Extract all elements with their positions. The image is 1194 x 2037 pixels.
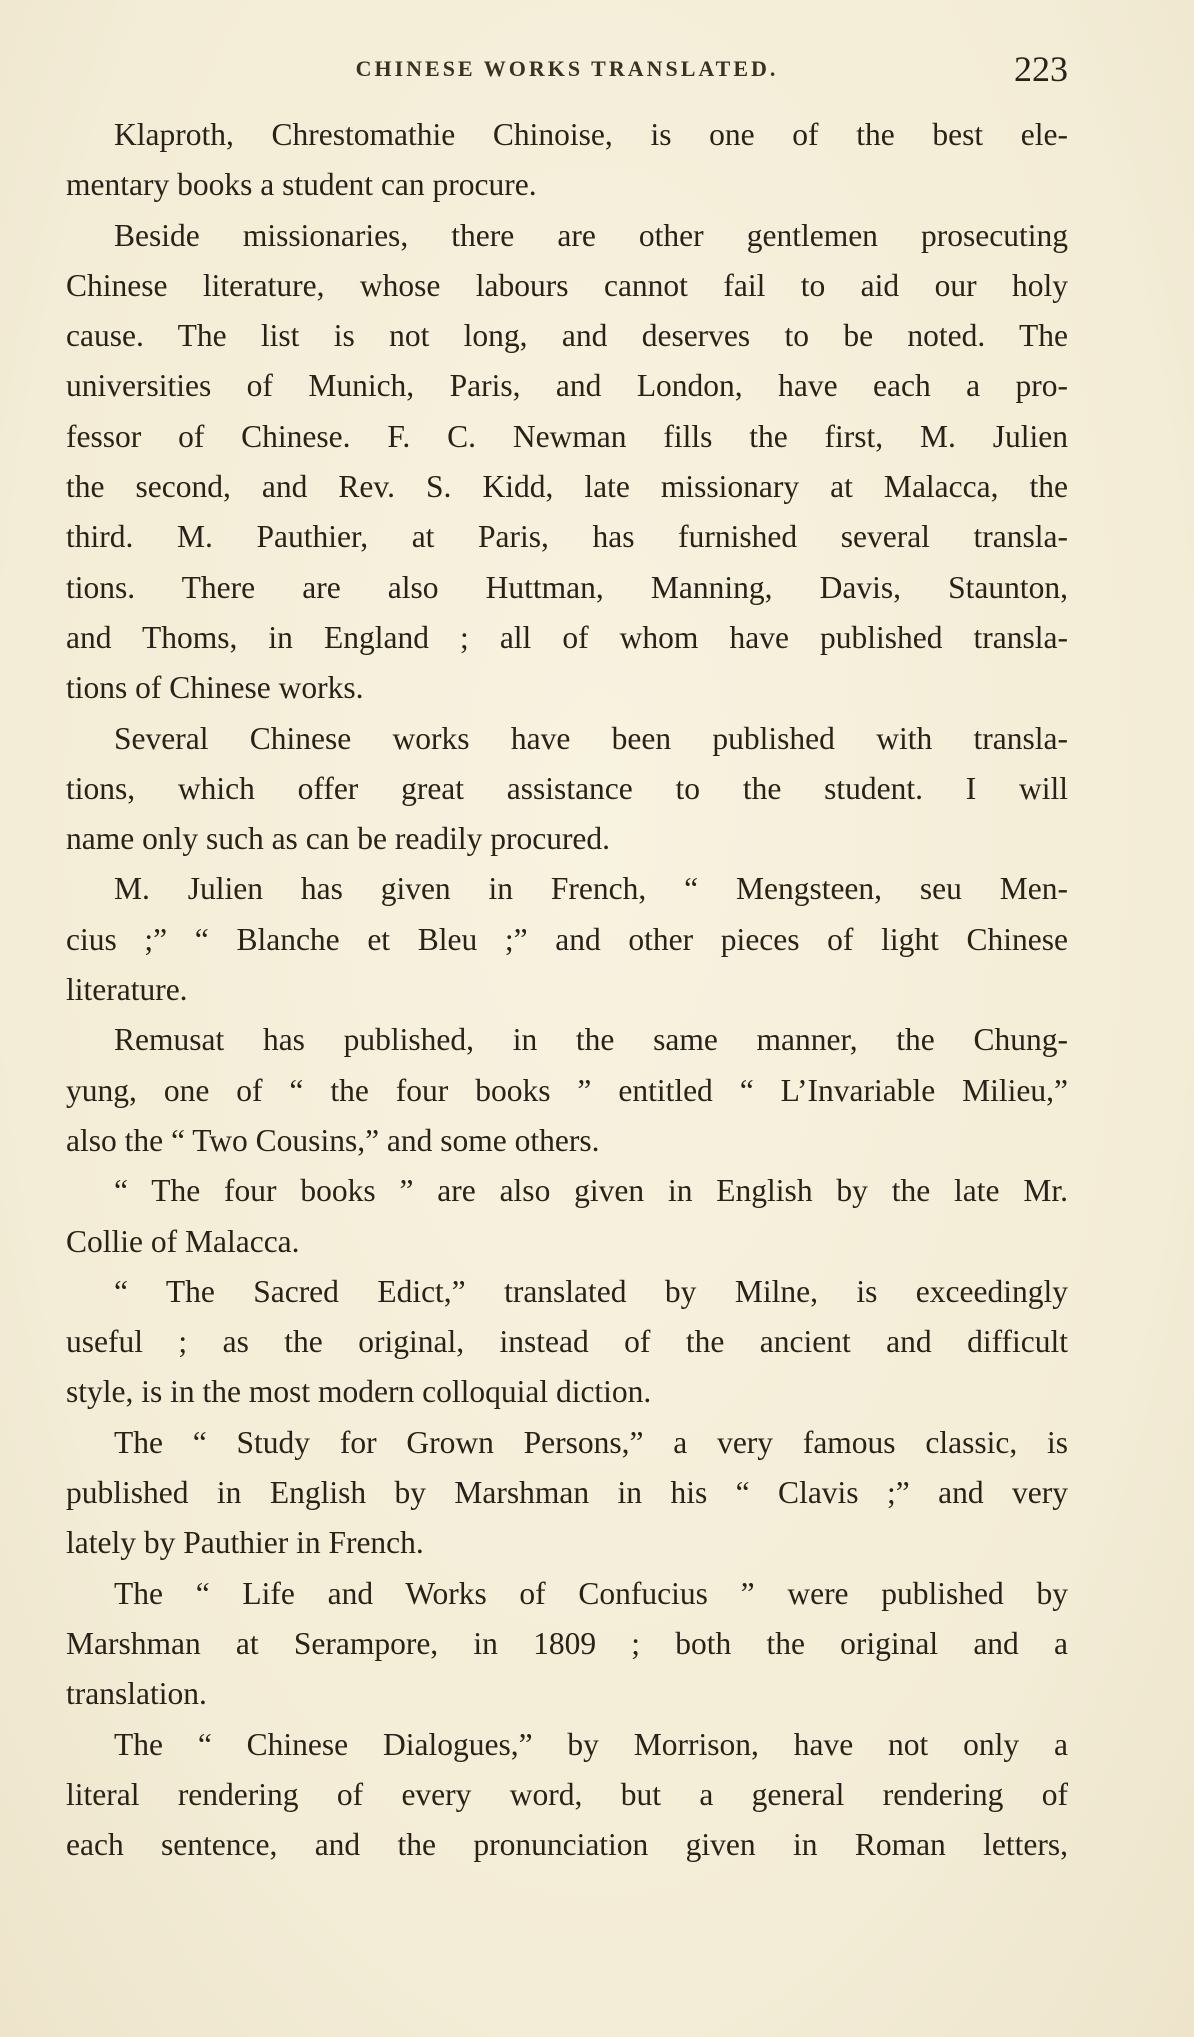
text-line: Several Chinese works have been published with transla- [114, 720, 1068, 756]
text-line: The “ Chinese Dialogues,” by Morrison, have not only a [114, 1726, 1068, 1762]
text-line: “ The Sacred Edict,” translated by Milne, is exceedingly [114, 1273, 1068, 1309]
text-line: cius ;” “ Blanche et Bleu ;” and other pieces of light Chinese [66, 921, 1068, 957]
text-line: literature. [66, 972, 188, 1008]
text-line: tions of Chinese works. [66, 670, 364, 706]
text-line: each sentence, and the pronunciation given in Roman letters, [66, 1827, 1068, 1863]
text-line: published in English by Marshman in his “ Clavis ;” and very [66, 1475, 1068, 1511]
text-line: useful ; as the original, instead of the ancient and difficult [66, 1324, 1068, 1360]
text-line: Beside missionaries, there are other gentlemen prosecuting [114, 217, 1068, 253]
text-line: name only such as can be readily procured. [66, 821, 611, 857]
text-line: also the “ Two Cousins,” and some others. [66, 1122, 600, 1158]
text-line: lately by Pauthier in French. [66, 1525, 424, 1561]
text-line: universities of Munich, Paris, and London, have each a pro- [66, 368, 1068, 404]
text-line: tions, which offer great assistance to the student. I will [66, 770, 1068, 806]
text-line: “ The four books ” are also given in English by the late Mr. [114, 1173, 1068, 1209]
text-line: Marshman at Serampore, in 1809 ; both the original and a [66, 1625, 1068, 1661]
body-text [66, 110, 1068, 1870]
text-line: M. Julien has given in French, “ Mengsteen, seu Men- [114, 871, 1068, 907]
text-line: translation. [66, 1676, 207, 1712]
text-line: fessor of Chinese. F. C. Newman fills the first, M. Julien [66, 418, 1068, 454]
text-line: Klaproth, Chrestomathie Chinoise, is one of the best ele- [114, 117, 1068, 152]
text-line: yung, one of “ the four books ” entitled “ L’Invariable Milieu,” [66, 1072, 1068, 1108]
text-line: cause. The list is not long, and deserves to be noted. The [66, 318, 1068, 354]
text-line: and Thoms, in England ; all of whom have published transla- [66, 619, 1068, 655]
text-line: style, is in the most modern colloquial diction. [66, 1374, 652, 1410]
running-title: CHINESE WORKS TRANSLATED. [355, 56, 779, 81]
running-head [66, 48, 1068, 92]
text-line: tions. There are also Huttman, Manning, Davis, Staunton, [66, 569, 1068, 605]
text-line: the second, and Rev. S. Kidd, late missionary at Malacca, the [66, 469, 1068, 505]
text-line: mentary books a student can procure. [66, 167, 537, 203]
text-line: The “ Study for Grown Persons,” a very famous classic, is [114, 1424, 1068, 1460]
text-line: Chinese literature, whose labours cannot fail to aid our holy [66, 267, 1068, 303]
text-line: third. M. Pauthier, at Paris, has furnished several transla- [66, 519, 1068, 555]
text-line: literal rendering of every word, but a general rendering of [66, 1776, 1068, 1812]
text-line: The “ Life and Works of Confucius ” were published by [114, 1575, 1068, 1611]
page-number: 223 [1014, 49, 1068, 89]
text-line: Remusat has published, in the same manner, the Chung- [114, 1022, 1068, 1058]
text-line: Collie of Malacca. [66, 1223, 300, 1259]
